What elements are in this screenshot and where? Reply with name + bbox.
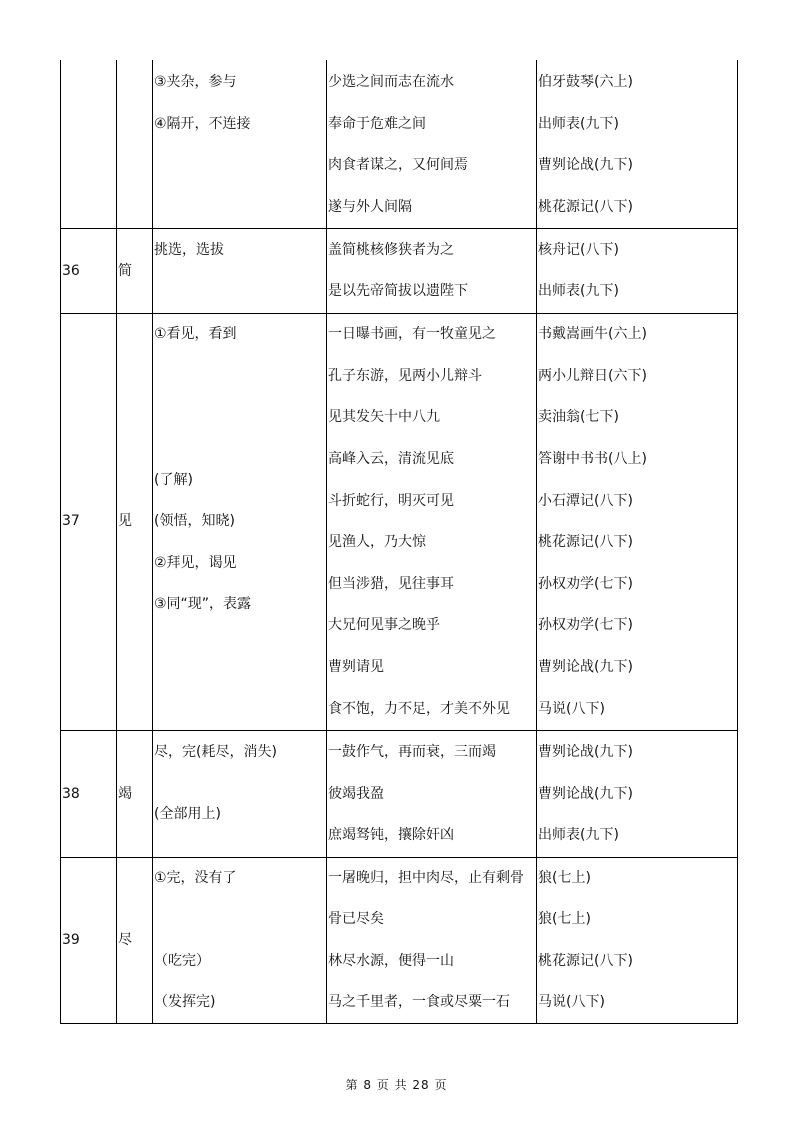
source-cell: 孙权劝学(七下) (538, 576, 633, 592)
head-character: 尽 (118, 932, 132, 948)
example-cell: 见其发矢十中八九 (328, 409, 440, 425)
row-number: 39 (62, 932, 80, 948)
example-cell: 一鼓作气，再而衰，三而竭 (328, 744, 496, 760)
example-cell: 食不饱，力不足，才美不外见 (328, 701, 510, 717)
table-rule (60, 857, 738, 858)
meaning-cell: (全部用上) (154, 806, 221, 822)
source-cell: 曹刿论战(九下) (538, 659, 633, 675)
example-cell: 马之千里者，一食或尽粟一石 (328, 994, 510, 1010)
source-cell: 马说(八下) (538, 994, 605, 1010)
meaning-cell: ①看见，看到 (154, 326, 237, 342)
source-cell: 卖油翁(七下) (538, 409, 619, 425)
source-cell: 出师表(九下) (538, 283, 619, 299)
head-character: 竭 (118, 786, 132, 802)
example-cell: 但当涉猎，见往事耳 (328, 576, 454, 592)
table-rule (326, 60, 327, 1024)
row-number: 38 (62, 786, 80, 802)
source-cell: 桃花源记(八下) (538, 534, 633, 550)
table-rule (737, 60, 738, 1024)
source-cell: 伯牙鼓琴(六上) (538, 74, 633, 90)
source-cell: 桃花源记(八下) (538, 953, 633, 969)
meaning-cell: 挑选，选拔 (154, 242, 224, 258)
example-cell: 孔子东游，见两小儿辩斗 (328, 368, 482, 384)
example-cell: 斗折蛇行，明灭可见 (328, 493, 454, 509)
table-rule (60, 313, 738, 314)
row-number: 37 (62, 513, 80, 529)
source-cell: 书戴嵩画牛(六上) (538, 326, 647, 342)
source-cell: 狼(七上) (538, 911, 591, 927)
table-rule (60, 60, 61, 1024)
meaning-cell: （吃完） (154, 953, 210, 969)
source-cell: 两小儿辩日(六下) (538, 368, 647, 384)
example-cell: 大兄何见事之晚乎 (328, 617, 440, 633)
meaning-cell: (了解) (154, 472, 193, 488)
source-cell: 小石潭记(八下) (538, 493, 633, 509)
meaning-cell: ③同“现”，表露 (154, 596, 252, 612)
source-cell: 孙权劝学(七下) (538, 617, 633, 633)
example-cell: 是以先帝简拔以遗陛下 (328, 283, 468, 299)
example-cell: 一屠晚归，担中肉尽，止有剩骨 (328, 870, 524, 886)
row-number: 36 (62, 263, 80, 279)
source-cell: 核舟记(八下) (538, 242, 619, 258)
example-cell: 高峰入云，清流见底 (328, 451, 454, 467)
example-cell: 少选之间而志在流水 (328, 74, 454, 90)
meaning-cell: ①完，没有了 (154, 870, 237, 886)
source-cell: 出师表(九下) (538, 116, 619, 132)
source-cell: 曹刿论战(九下) (538, 786, 633, 802)
table-rule (152, 60, 153, 1024)
head-character: 见 (118, 513, 132, 529)
page-footer: 第 8 页 共 28 页 (345, 1078, 448, 1092)
example-cell: 肉食者谋之，又何间焉 (328, 157, 468, 173)
example-cell: 彼竭我盈 (328, 786, 384, 802)
source-cell: 出师表(九下) (538, 827, 619, 843)
meaning-cell: 尽，完(耗尽，消失) (154, 744, 277, 760)
meaning-cell: ④隔开，不连接 (154, 116, 251, 132)
example-cell: 一日曝书画，有一牧童见之 (328, 326, 496, 342)
source-cell: 狼(七上) (538, 870, 591, 886)
example-cell: 林尽水源，便得一山 (328, 953, 454, 969)
source-cell: 曹刿论战(九下) (538, 744, 633, 760)
source-cell: 答谢中书书(八上) (538, 451, 647, 467)
source-cell: 马说(八下) (538, 701, 605, 717)
head-character: 简 (118, 263, 132, 279)
table-rule (60, 228, 738, 229)
example-cell: 庶竭驽钝，攘除奸凶 (328, 827, 454, 843)
example-cell: 遂与外人间隔 (328, 199, 412, 215)
table-rule (116, 60, 117, 1024)
source-cell: 曹刿论战(九下) (538, 157, 633, 173)
example-cell: 骨已尽矣 (328, 911, 384, 927)
example-cell: 见渔人，乃大惊 (328, 534, 426, 550)
example-cell: 曹刿请见 (328, 659, 384, 675)
meaning-cell: （发挥完) (154, 994, 216, 1010)
meaning-cell: ③夹杂，参与 (154, 74, 237, 90)
table-rule (60, 730, 738, 731)
example-cell: 盖简桃核修狭者为之 (328, 242, 454, 258)
meaning-cell: (领悟，知晓) (154, 513, 235, 529)
example-cell: 奉命于危难之间 (328, 116, 426, 132)
meaning-cell: ②拜见，谒见 (154, 555, 237, 571)
table-rule (536, 60, 537, 1024)
source-cell: 桃花源记(八下) (538, 199, 633, 215)
table-rule (60, 1023, 738, 1024)
